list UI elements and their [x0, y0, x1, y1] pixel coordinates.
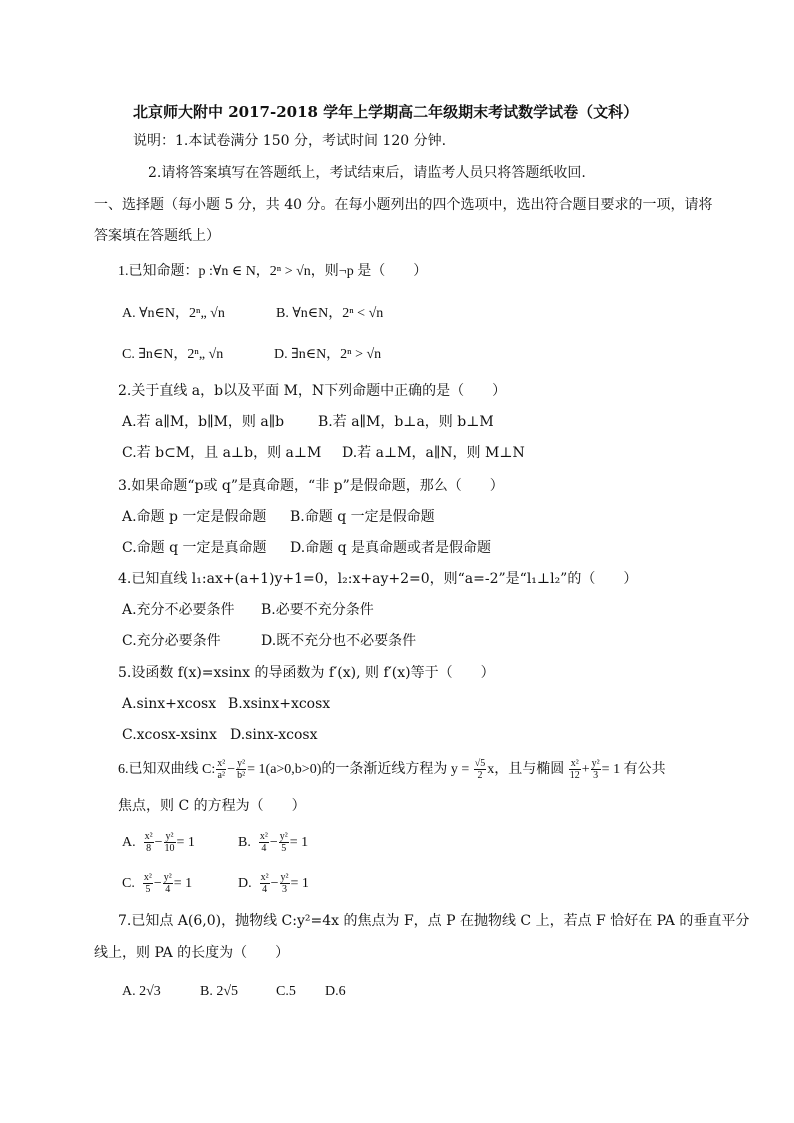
q4-option-c: C.充分必要条件: [122, 633, 221, 649]
q6-stem-part-d: = 1 有公共: [601, 762, 666, 777]
q2-option-b: B.若 a∥M，b⊥a，则 b⊥M: [318, 414, 494, 430]
q3-option-a: A.命题 p 一定是假命题: [122, 509, 267, 525]
section-heading-line-1: 一、选择题（每小题 5 分，共 40 分。在每小题列出的四个选项中，选出符合题目要求的一项，请将: [94, 197, 713, 213]
q5-option-b: B.xsinx+xcosx: [228, 696, 331, 712]
note-2: 2.请将答案填写在答题纸上，考试结束后，请监考人员只将答题纸收回.: [148, 165, 586, 181]
q6-option-d: D. $\frac{\text{x²}}{4}$ − $\frac{\text{y²}}{3}$ = 1: [238, 872, 309, 896]
q2-option-c: C.若 b⊂M，且 a⊥b，则 a⊥M: [122, 445, 322, 461]
q4-option-b: B.必要不充分条件: [261, 602, 374, 618]
q7-option-a: A. 2√3: [122, 984, 161, 999]
q7-stem-line-2: 线上，则 PA 的长度为（ ）: [94, 945, 290, 961]
q1-stem: 1.已知命题：p :∀n ∈ N，2ⁿ > √n，则¬p 是（ ）: [118, 264, 428, 279]
q2-option-d: D.若 a⊥M，a∥N，则 M⊥N: [342, 445, 525, 461]
q6-option-a: A. $\frac{\text{x²}}{8}$ − $\frac{\text{y²}}{10}$ = 1: [122, 831, 195, 855]
q1-option-c: C. ∃n∈N，2ⁿ„ √n: [122, 347, 224, 362]
q3-stem: 3.如果命题“p或 q”是真命题，“非 p”是假命题，那么（ ）: [118, 478, 504, 494]
q4-option-a: A.充分不必要条件: [122, 602, 235, 618]
q4-option-d: D.既不充分也不必要条件: [261, 633, 417, 649]
q2-stem: 2.关于直线 a，b以及平面 M，N下列命题中正确的是（ ）: [118, 383, 507, 399]
q6-stem: 6.已知双曲线 C: $\frac{\text{x²}}{\text{a²}}$ − $\frac{\text{y²}}{\text{b²}}$ = 1(a>0,b>0)的一条渐近线方程为 y = $\frac{√5}{2}$ x，且与椭圆 $\frac{\text{x²}}{12}$ + $\frac{\text{y²}}{3}$ = 1 有公共: [118, 758, 666, 782]
q1-option-d: D. ∃n∈N，2ⁿ > √n: [274, 347, 382, 362]
q6-stem-part-c: x，且与椭圆: [487, 762, 565, 777]
q1-option-a: A. ∀n∈N，2ⁿ„ √n: [122, 306, 225, 321]
q6-frac-y2-3: $\frac{\text{y²}}{3}$: [591, 758, 600, 782]
q1-option-b: B. ∀n∈N，2ⁿ < √n: [276, 306, 384, 321]
q6-stem-part-b: = 1(a>0,b>0)的一条渐近线方程为 y =: [247, 762, 470, 777]
q6-stem-line-2: 焦点，则 C 的方程为（ ）: [118, 798, 306, 814]
q6-frac-sqrt5-2: $\frac{√5}{2}$: [474, 758, 486, 782]
q6-frac-x2-a2: $\frac{\text{x²}}{\text{a²}}$: [217, 758, 226, 782]
q6-frac-y2-b2: $\frac{\text{y²}}{\text{b²}}$: [237, 758, 246, 782]
q5-option-d: D.sinx-xcosx: [230, 727, 318, 743]
note-1: 说明：1.本试卷满分 150 分，考试时间 120 分钟.: [133, 133, 447, 149]
q6-option-c: C. $\frac{\text{x²}}{5}$ − $\frac{\text{y²}}{4}$ = 1: [122, 872, 193, 896]
q3-option-d: D.命题 q 是真命题或者是假命题: [290, 540, 492, 556]
q5-stem: 5.设函数 f(x)=xsinx 的导函数为 f′(x), 则 f′(x)等于（ ）: [118, 665, 495, 681]
q5-option-c: C.xcosx-xsinx: [122, 727, 217, 743]
section-heading-line-2: 答案填在答题纸上）: [94, 228, 220, 244]
page-title: 北京师大附中 2017-2018 学年上学期高二年级期末考试数学试卷（文科）: [133, 103, 639, 121]
q3-option-b: B.命题 q 一定是假命题: [290, 509, 435, 525]
q7-option-c: C.5: [276, 984, 296, 999]
q6-frac-x2-12: $\frac{\text{x²}}{12}$: [569, 758, 580, 782]
q7-option-b: B. 2√5: [200, 984, 239, 999]
q5-option-a: A.sinx+xcosx: [122, 696, 217, 712]
q6-option-b: B. $\frac{\text{x²}}{4}$ − $\frac{\text{y²}}{5}$ = 1: [238, 831, 309, 855]
q4-stem: 4.已知直线 l₁:ax+(a+1)y+1=0，l₂:x+ay+2=0，则“a=-2”是“l₁⊥l₂”的（ ）: [118, 571, 638, 587]
q6-stem-part-a: 6.已知双曲线 C:: [118, 762, 216, 777]
q7-stem-line-1: 7.已知点 A(6,0)，抛物线 C:y²=4x 的焦点为 F，点 P 在抛物线 C 上，若点 F 恰好在 PA 的垂直平分: [118, 913, 750, 929]
q7-option-d: D.6: [325, 984, 346, 999]
q3-option-c: C.命题 q 一定是真命题: [122, 540, 267, 556]
q2-option-a: A.若 a∥M，b∥M，则 a∥b: [122, 414, 285, 430]
